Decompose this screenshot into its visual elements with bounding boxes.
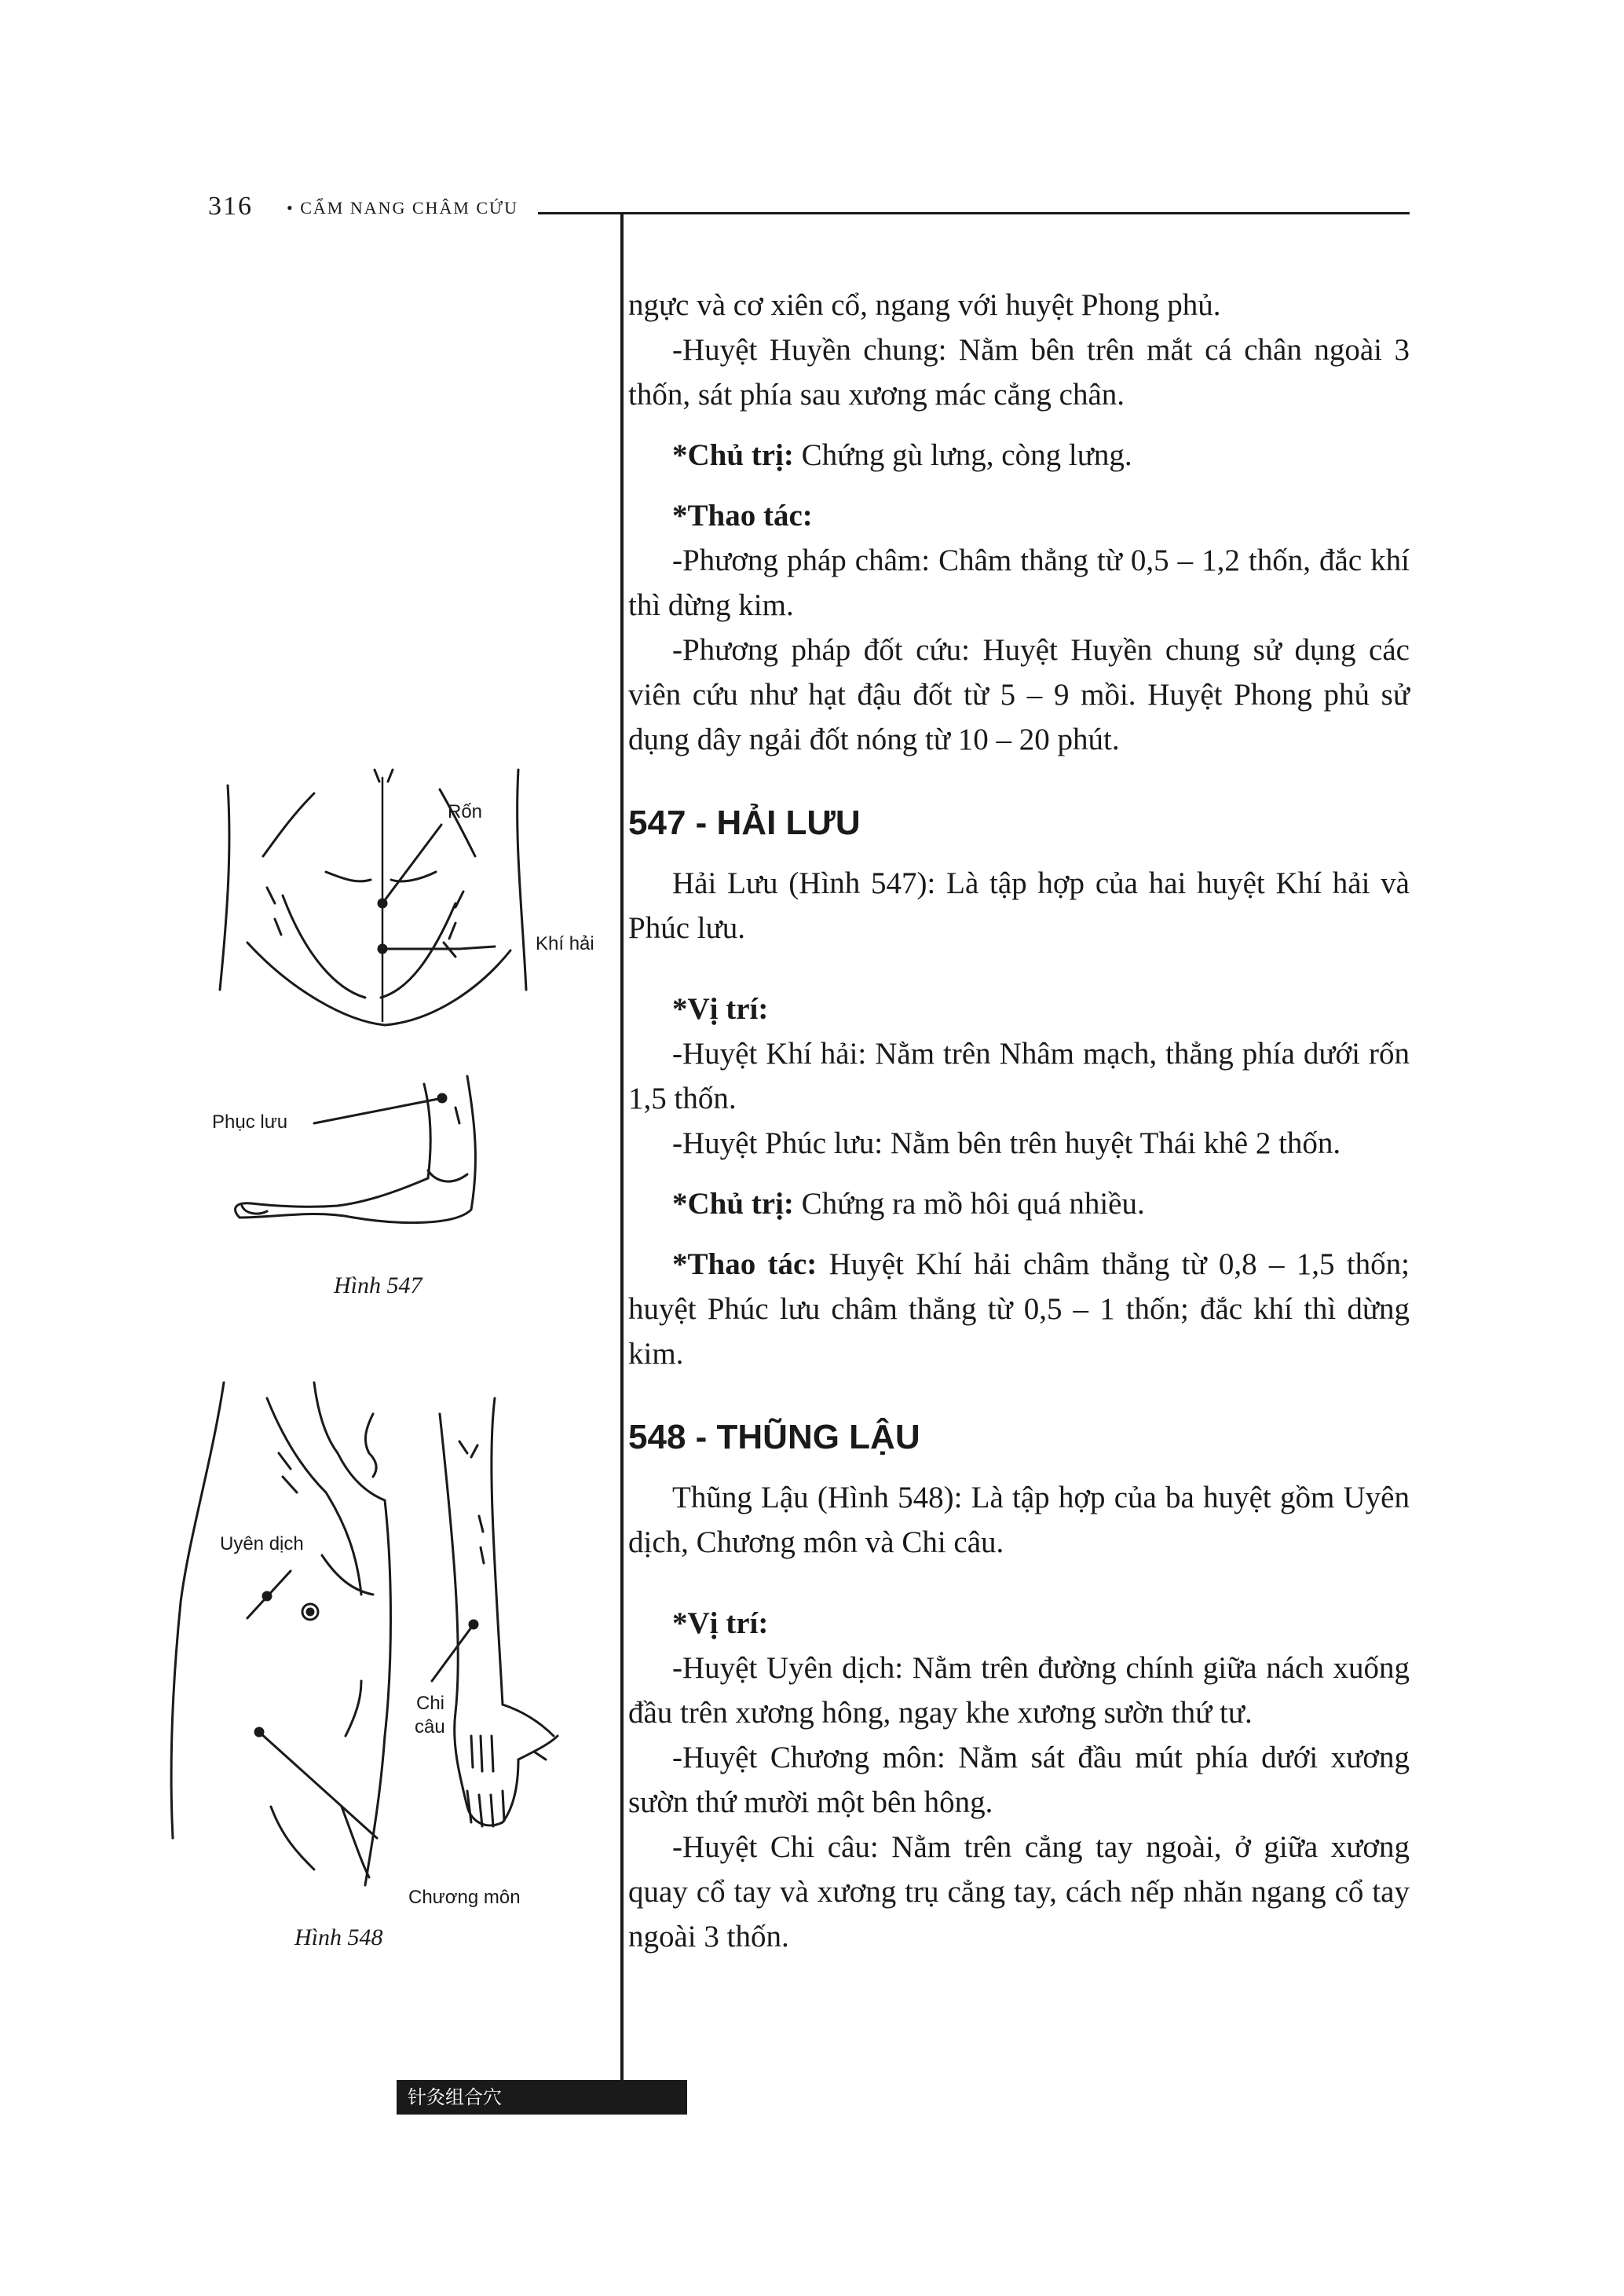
running-title: • CẨM NANG CHÂM CỨU [287,198,519,218]
label-cau: câu [415,1716,445,1738]
label-uyen-dich: Uyên dịch [220,1533,304,1554]
paragraph: ngực và cơ xiên cổ, ngang với huyệt Phong phủ. [628,288,1221,322]
figure-548-illustration [157,1367,613,1917]
paragraph: -Huyệt Chương môn: Nằm sát đầu mút phía dưới xương sườn thứ mười một bên hông. [628,1741,1410,1819]
chu-tri-label: *Chủ trị: [672,1187,794,1221]
figure-548-caption: Hình 548 [294,1924,383,1950]
label-ron: Rốn [448,801,483,822]
page-number: 316 [208,192,253,221]
chu-tri-label: *Chủ trị: [672,438,794,472]
chu-tri-text: Chứng ra mồ hôi quá nhiều. [793,1187,1145,1221]
section-heading-547: 547 - HẢI LƯU [628,804,861,842]
figure-547 [196,754,605,1304]
section-intro: Thũng Lậu (Hình 548): Là tập hợp của ba huyệt gồm Uyên dịch, Chương môn và Chi câu. [628,1481,1410,1559]
section-heading-548: 548 - THŨNG LẬU [628,1418,920,1456]
thao-tac-paragraph [628,1242,1410,1376]
page-header [208,192,1410,231]
paragraph: -Huyệt Huyền chung: Nằm bên trên mắt cá chân ngoài 3 thốn, sát phía sau xương mác cẳng chân. [628,333,1410,412]
footer-tag: 针灸组合穴 [397,2080,687,2115]
thao-tac-label: *Thao tác: [672,1247,817,1281]
label-chi: Chi [416,1693,445,1714]
paragraph: -Huyệt Uyên dịch: Nằm trên đường chính giữa nách xuống đầu trên xương hông, ngay khe xương sườn thứ tư. [628,1651,1410,1730]
section-intro: Hải Lưu (Hình 547): Là tập hợp của hai huyệt Khí hải và Phúc lưu. [628,866,1410,945]
thao-tac-text: Huyệt Khí hải châm thẳng từ 0,8 – 1,5 thốn; huyệt Phúc lưu châm thẳng từ 0,5 – 1 thốn; đắc khí thì dừng kim. [628,1247,1410,1371]
paragraph: -Huyệt Khí hải: Nằm trên Nhâm mạch, thẳng phía dưới rốn 1,5 thốn. [628,1037,1410,1115]
chu-tri-paragraph [628,433,1410,478]
paragraph: -Huyệt Chi câu: Nằm trên cẳng tay ngoài, ở giữa xương quay cổ tay và xương trụ cẳng tay, cách nếp nhăn ngang cổ tay ngoài 3 thốn. [628,1830,1410,1954]
figure-548 [157,1367,613,1964]
label-phuc-luu: Phục lưu [212,1111,288,1133]
chu-tri-text: Chứng gù lưng, còng lưng. [793,438,1132,472]
figure-547-illustration [196,754,605,1241]
column-divider [620,212,624,2105]
paragraph: -Huyệt Phúc lưu: Nằm bên trên huyệt Thái khê 2 thốn. [672,1126,1341,1160]
label-chuong-mon: Chương môn [408,1887,521,1908]
vi-tri-label: *Vị trí: [672,992,769,1026]
paragraph: -Phương pháp đốt cứu: Huyệt Huyền chung sử dụng các viên cứu như hạt đậu đốt từ 5 – 9 mồi. Huyệt Phong phủ sử dụng dây ngải đốt nóng từ 10 – 20 phút. [628,633,1410,756]
vi-tri-label: *Vị trí: [672,1606,769,1640]
paragraph: -Phương pháp châm: Châm thẳng từ 0,5 – 1,2 thốn, đắc khí thì dừng kim. [628,544,1410,622]
body-text [628,283,1410,1959]
thao-tac-label: *Thao tác: [672,499,813,533]
chu-tri-paragraph [628,1181,1410,1226]
figure-547-caption: Hình 547 [334,1273,422,1298]
header-rule [538,212,1410,214]
label-khi-hai: Khí hải [536,933,594,954]
